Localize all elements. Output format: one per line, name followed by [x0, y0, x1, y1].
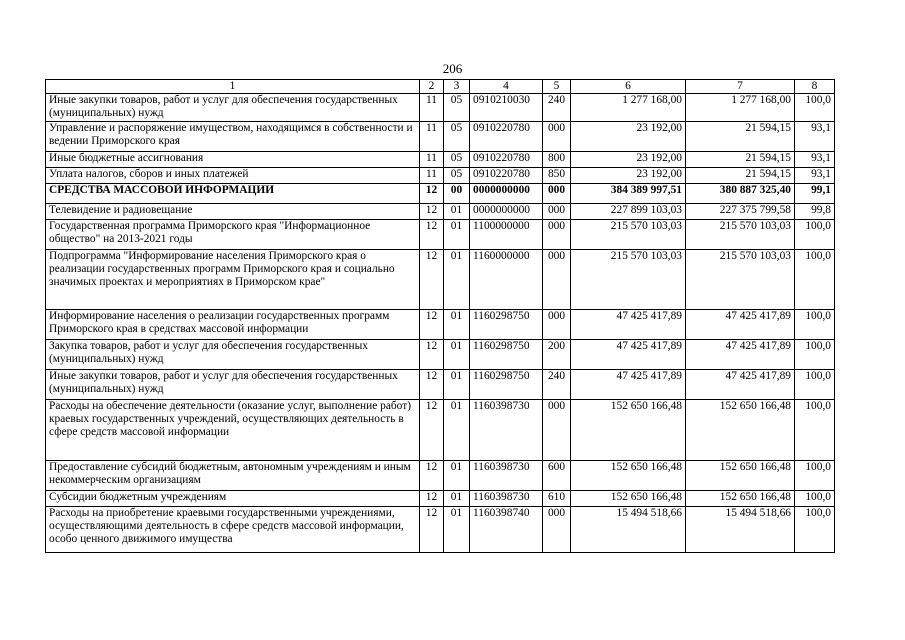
- target-code-cell: 0910220780: [470, 152, 543, 168]
- table-row: [46, 400, 835, 461]
- table-row: [46, 507, 835, 553]
- expense-type-cell: 610: [543, 491, 571, 507]
- target-code-cell: 1160398730: [470, 400, 543, 461]
- row-name-cell: Предоставление субсидий бюджетным, автономным учреждениям и иным некоммерческим организациям: [46, 461, 420, 491]
- table-row: [46, 168, 835, 184]
- percent-cell: 99,8: [795, 204, 835, 220]
- subsection-code-cell: 01: [444, 370, 470, 400]
- section-code-cell: 12: [420, 340, 444, 370]
- percent-cell: 100,0: [795, 94, 835, 122]
- executed-amount-cell: 152 650 166,48: [686, 491, 795, 507]
- planned-amount-cell: 227 899 103,03: [571, 204, 686, 220]
- row-name-cell: Телевидение и радиовещание: [46, 204, 420, 220]
- percent-cell: 100,0: [795, 250, 835, 310]
- percent-cell: 100,0: [795, 340, 835, 370]
- expense-type-cell: 600: [543, 461, 571, 491]
- table-row: [46, 152, 835, 168]
- target-code-cell: 1160298750: [470, 310, 543, 340]
- planned-amount-cell: 15 494 518,66: [571, 507, 686, 553]
- percent-cell: 93,1: [795, 152, 835, 168]
- subsection-code-cell: 00: [444, 184, 470, 204]
- percent-cell: 100,0: [795, 310, 835, 340]
- column-header: 3: [444, 80, 470, 94]
- expense-type-cell: 000: [543, 204, 571, 220]
- executed-amount-cell: 21 594,15: [686, 152, 795, 168]
- table-row: [46, 204, 835, 220]
- row-name-cell: Уплата налогов, сборов и иных платежей: [46, 168, 420, 184]
- budget-table-body: [46, 80, 835, 553]
- section-code-cell: 11: [420, 122, 444, 152]
- row-name-cell: СРЕДСТВА МАССОВОЙ ИНФОРМАЦИИ: [46, 184, 420, 204]
- target-code-cell: 0910220780: [470, 168, 543, 184]
- executed-amount-cell: 152 650 166,48: [686, 400, 795, 461]
- target-code-cell: 1160000000: [470, 250, 543, 310]
- section-code-cell: 11: [420, 94, 444, 122]
- planned-amount-cell: 23 192,00: [571, 152, 686, 168]
- table-row: [46, 340, 835, 370]
- table-row: [46, 94, 835, 122]
- percent-cell: 99,1: [795, 184, 835, 204]
- executed-amount-cell: 152 650 166,48: [686, 461, 795, 491]
- executed-amount-cell: 380 887 325,40: [686, 184, 795, 204]
- target-code-cell: 1160398730: [470, 461, 543, 491]
- target-code-cell: 1160398740: [470, 507, 543, 553]
- row-name-cell: Подпрограмма "Информирование населения Приморского края о реализации государственных программ Приморского края и социально значимых проектах и мероприятиях в Приморском крае": [46, 250, 420, 310]
- percent-cell: 100,0: [795, 400, 835, 461]
- executed-amount-cell: 15 494 518,66: [686, 507, 795, 553]
- section-code-cell: 11: [420, 152, 444, 168]
- target-code-cell: 0910210030: [470, 94, 543, 122]
- section-code-cell: 12: [420, 184, 444, 204]
- percent-cell: 100,0: [795, 491, 835, 507]
- planned-amount-cell: 152 650 166,48: [571, 400, 686, 461]
- subsection-code-cell: 01: [444, 204, 470, 220]
- column-header: 4: [470, 80, 543, 94]
- percent-cell: 100,0: [795, 461, 835, 491]
- subsection-code-cell: 01: [444, 461, 470, 491]
- executed-amount-cell: 21 594,15: [686, 122, 795, 152]
- executed-amount-cell: 21 594,15: [686, 168, 795, 184]
- row-name-cell: Иные закупки товаров, работ и услуг для обеспечения государственных (муниципальных) нужд: [46, 370, 420, 400]
- planned-amount-cell: 384 389 997,51: [571, 184, 686, 204]
- row-name-cell: Иные закупки товаров, работ и услуг для обеспечения государственных (муниципальных) нужд: [46, 94, 420, 122]
- table-row: [46, 461, 835, 491]
- percent-cell: 100,0: [795, 220, 835, 250]
- expense-type-cell: 000: [543, 250, 571, 310]
- subsection-code-cell: 01: [444, 340, 470, 370]
- row-name-cell: Расходы на приобретение краевыми государственными учреждениями, осуществляющими деятельность в сфере средств массовой информации, особо ценного движимого имущества: [46, 507, 420, 553]
- expense-type-cell: 240: [543, 370, 571, 400]
- section-code-cell: 12: [420, 507, 444, 553]
- subsection-code-cell: 05: [444, 94, 470, 122]
- section-code-cell: 12: [420, 400, 444, 461]
- expense-type-cell: 000: [543, 400, 571, 461]
- planned-amount-cell: 23 192,00: [571, 122, 686, 152]
- column-header: 6: [571, 80, 686, 94]
- executed-amount-cell: 1 277 168,00: [686, 94, 795, 122]
- percent-cell: 93,1: [795, 122, 835, 152]
- section-code-cell: 11: [420, 168, 444, 184]
- planned-amount-cell: 47 425 417,89: [571, 340, 686, 370]
- expense-type-cell: 000: [543, 310, 571, 340]
- section-code-cell: 12: [420, 250, 444, 310]
- executed-amount-cell: 47 425 417,89: [686, 370, 795, 400]
- row-name-cell: Информирование населения о реализации государственных программ Приморского края в средствах массовой информации: [46, 310, 420, 340]
- subsection-code-cell: 01: [444, 250, 470, 310]
- column-header: 1: [46, 80, 420, 94]
- executed-amount-cell: 215 570 103,03: [686, 250, 795, 310]
- target-code-cell: 0910220780: [470, 122, 543, 152]
- column-header: 5: [543, 80, 571, 94]
- table-row: [46, 491, 835, 507]
- planned-amount-cell: 47 425 417,89: [571, 370, 686, 400]
- planned-amount-cell: 152 650 166,48: [571, 461, 686, 491]
- table-row: [46, 310, 835, 340]
- section-code-cell: 12: [420, 461, 444, 491]
- planned-amount-cell: 23 192,00: [571, 168, 686, 184]
- subsection-code-cell: 01: [444, 507, 470, 553]
- planned-amount-cell: 215 570 103,03: [571, 220, 686, 250]
- column-header: 7: [686, 80, 795, 94]
- section-code-cell: 12: [420, 370, 444, 400]
- subsection-code-cell: 05: [444, 168, 470, 184]
- subsection-code-cell: 01: [444, 310, 470, 340]
- section-code-cell: 12: [420, 220, 444, 250]
- column-header: 2: [420, 80, 444, 94]
- section-code-cell: 12: [420, 491, 444, 507]
- expense-type-cell: 000: [543, 184, 571, 204]
- subsection-code-cell: 05: [444, 152, 470, 168]
- section-code-cell: 12: [420, 204, 444, 220]
- target-code-cell: 1160298750: [470, 370, 543, 400]
- executed-amount-cell: 215 570 103,03: [686, 220, 795, 250]
- column-header: 8: [795, 80, 835, 94]
- table-header-row: [46, 80, 835, 94]
- section-code-cell: 12: [420, 310, 444, 340]
- expense-type-cell: 800: [543, 152, 571, 168]
- executed-amount-cell: 227 375 799,58: [686, 204, 795, 220]
- planned-amount-cell: 215 570 103,03: [571, 250, 686, 310]
- expense-type-cell: 000: [543, 122, 571, 152]
- executed-amount-cell: 47 425 417,89: [686, 340, 795, 370]
- row-name-cell: Иные бюджетные ассигнования: [46, 152, 420, 168]
- row-name-cell: Субсидии бюджетным учреждениям: [46, 491, 420, 507]
- planned-amount-cell: 47 425 417,89: [571, 310, 686, 340]
- planned-amount-cell: 1 277 168,00: [571, 94, 686, 122]
- table-row: [46, 184, 835, 204]
- target-code-cell: 1160398730: [470, 491, 543, 507]
- target-code-cell: 1100000000: [470, 220, 543, 250]
- table-row: [46, 122, 835, 152]
- target-code-cell: 0000000000: [470, 184, 543, 204]
- expense-type-cell: 000: [543, 220, 571, 250]
- table-row: [46, 220, 835, 250]
- percent-cell: 93,1: [795, 168, 835, 184]
- row-name-cell: Закупка товаров, работ и услуг для обеспечения государственных (муниципальных) нужд: [46, 340, 420, 370]
- subsection-code-cell: 05: [444, 122, 470, 152]
- subsection-code-cell: 01: [444, 220, 470, 250]
- expense-type-cell: 850: [543, 168, 571, 184]
- expense-type-cell: 000: [543, 507, 571, 553]
- row-name-cell: Расходы на обеспечение деятельности (оказание услуг, выполнение работ) краевых государственных учреждений, осуществляющих деятельность в сфере средств массовой информации: [46, 400, 420, 461]
- row-name-cell: Государственная программа Приморского края "Информационное общество" на 2013-2021 годы: [46, 220, 420, 250]
- percent-cell: 100,0: [795, 507, 835, 553]
- budget-table: [45, 79, 835, 553]
- table-row: [46, 370, 835, 400]
- target-code-cell: 0000000000: [470, 204, 543, 220]
- expense-type-cell: 240: [543, 94, 571, 122]
- planned-amount-cell: 152 650 166,48: [571, 491, 686, 507]
- table-row: [46, 250, 835, 310]
- row-name-cell: Управление и распоряжение имуществом, находящимся в собственности и ведении Приморского края: [46, 122, 420, 152]
- subsection-code-cell: 01: [444, 491, 470, 507]
- expense-type-cell: 200: [543, 340, 571, 370]
- percent-cell: 100,0: [795, 370, 835, 400]
- target-code-cell: 1160298750: [470, 340, 543, 370]
- executed-amount-cell: 47 425 417,89: [686, 310, 795, 340]
- subsection-code-cell: 01: [444, 400, 470, 461]
- page-number: 206: [442, 61, 463, 76]
